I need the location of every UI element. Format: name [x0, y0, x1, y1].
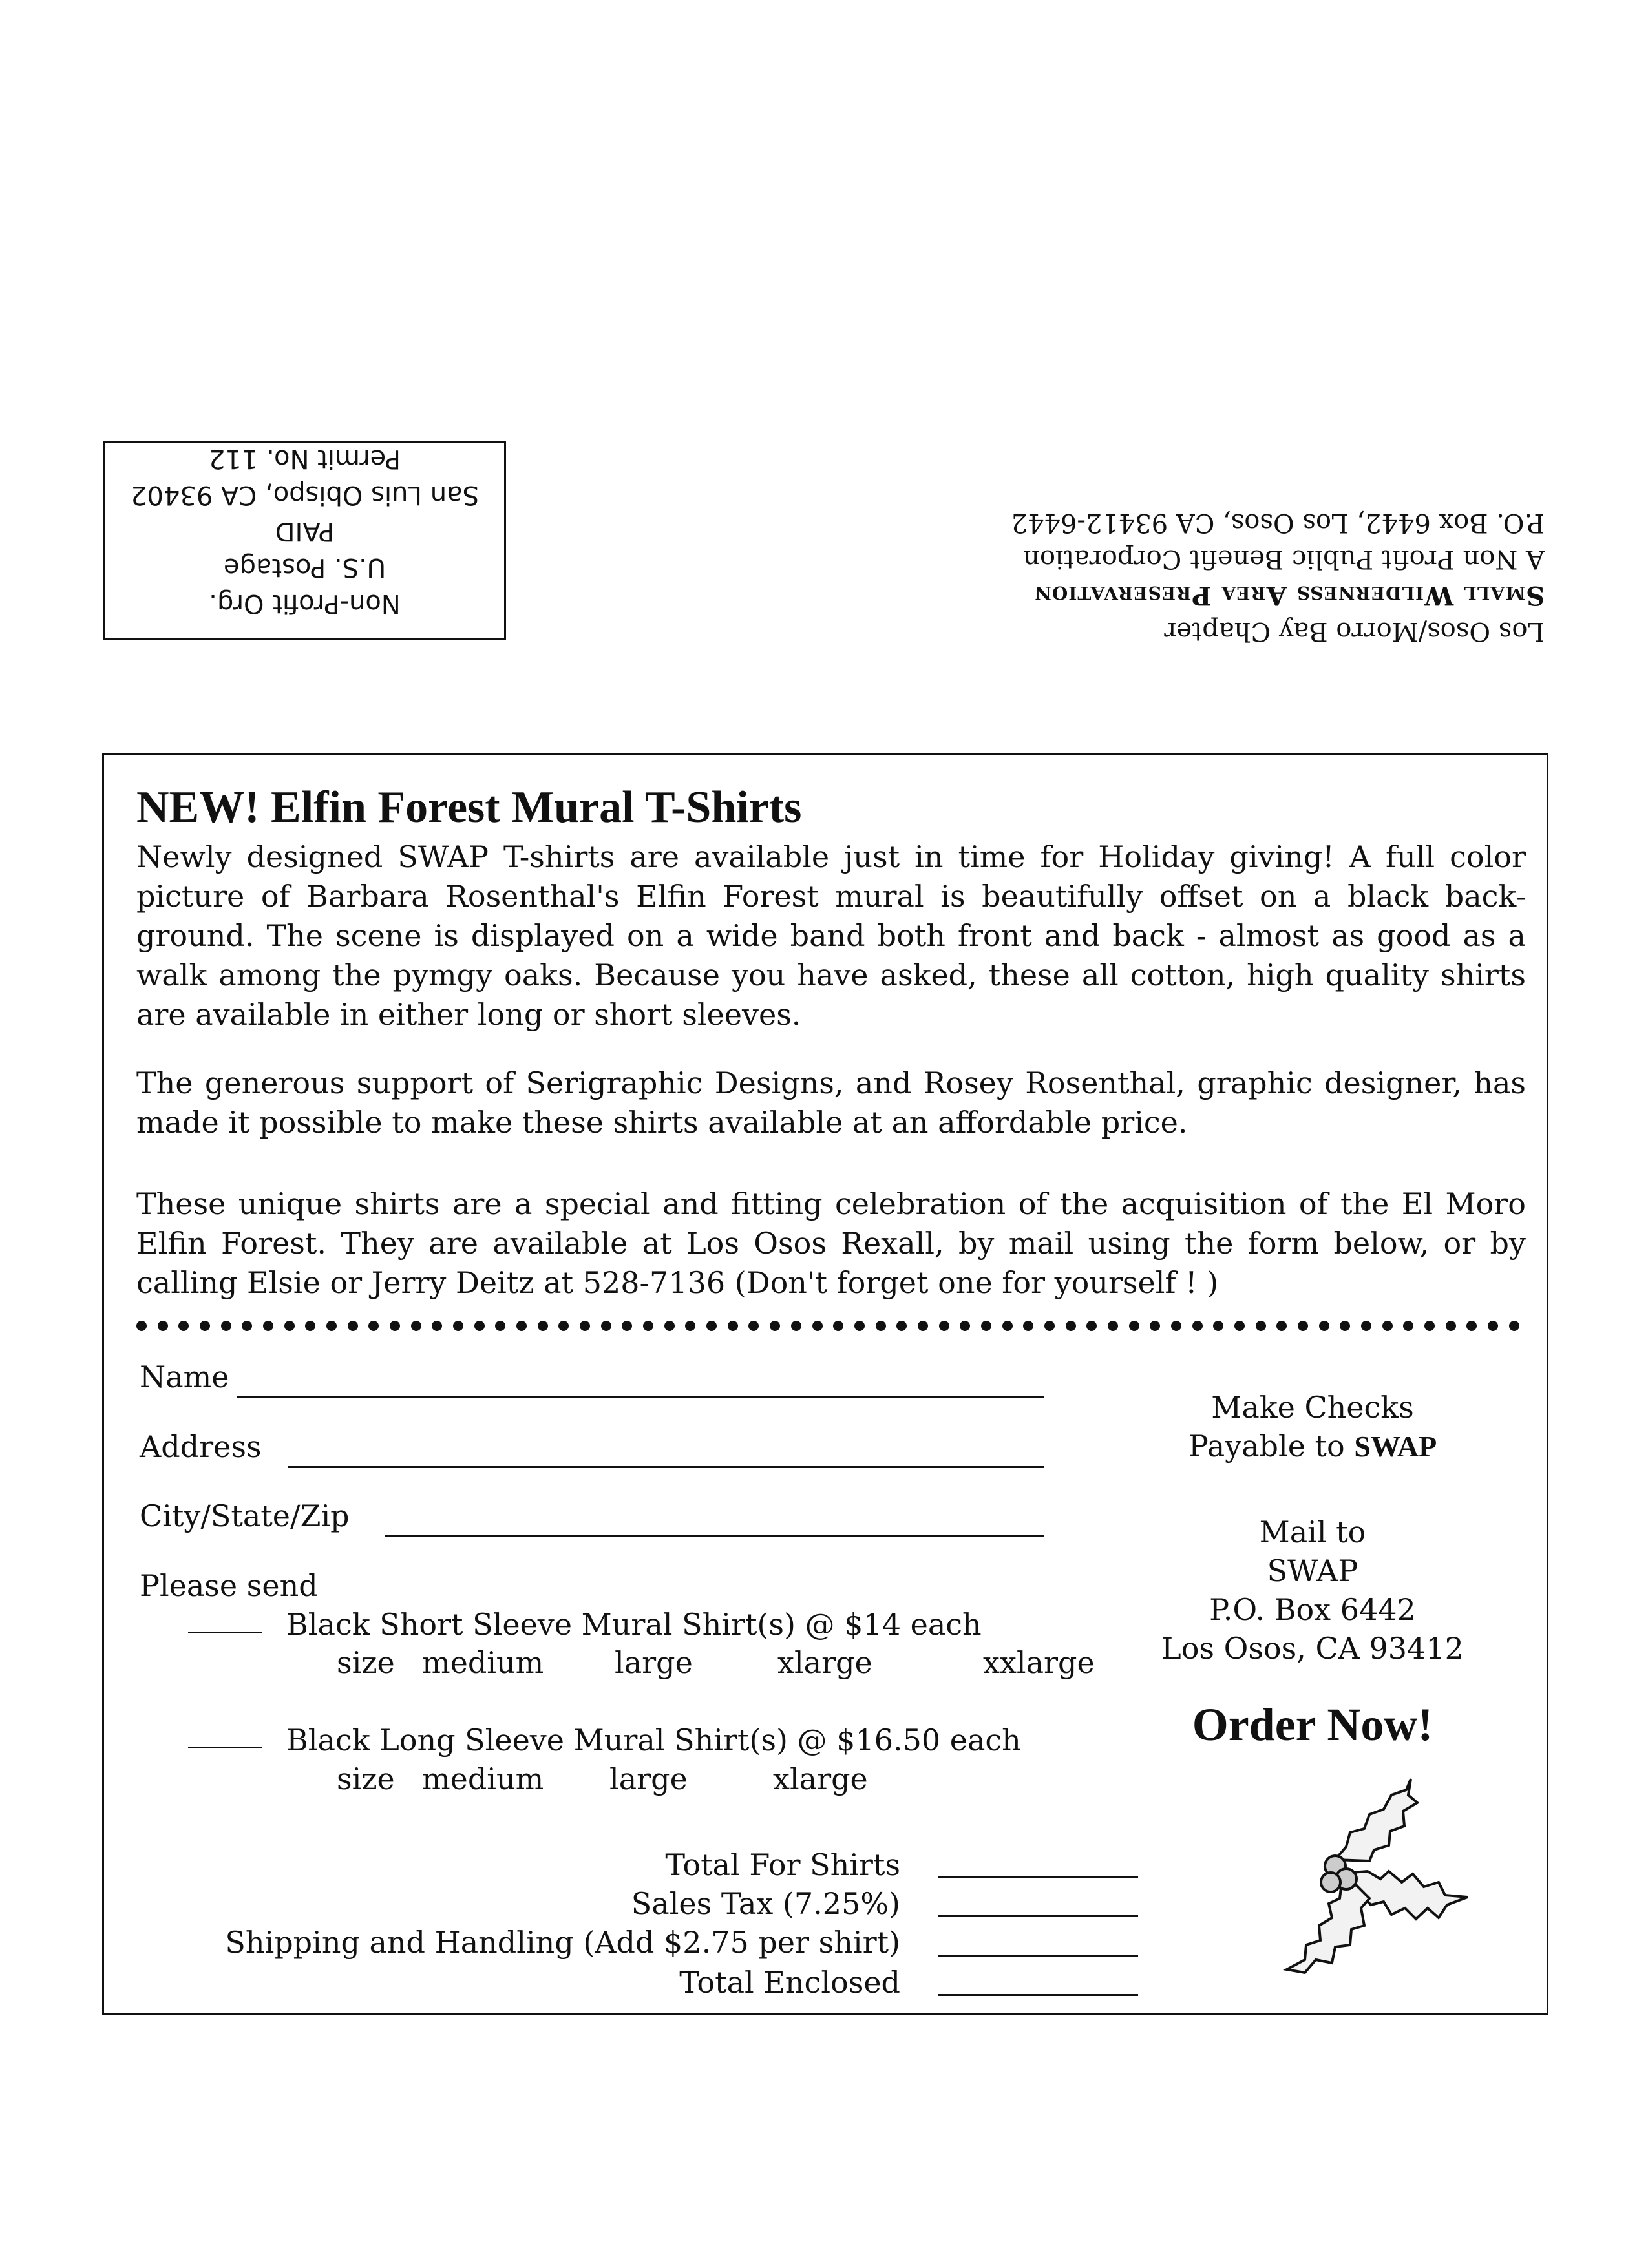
- divider-dot: [791, 1321, 801, 1331]
- long-sleeve-description: Black Long Sleeve Mural Shirt(s) @ $16.50 each: [286, 1723, 1021, 1758]
- divider-dot: [939, 1321, 949, 1331]
- article-paragraph-1: Newly designed SWAP T-shirts are available just in time for Holiday giving! A full color picture of Barbara Rosenthal's Elfin Forest mural is beautifully offset on a black back-ground. The scene is displayed on a wide band both front and back - almost as good as a walk among the pymgy oaks. Because you have asked, these all cotton, high quality shirts are available in either long or short sleeves.: [136, 839, 1526, 1032]
- size-option-large[interactable]: large: [615, 1645, 693, 1680]
- holly-sprig-icon: [1274, 1776, 1487, 1989]
- mail-line-3: P.O. Box 6442: [1209, 1592, 1416, 1627]
- divider-dot: [474, 1321, 485, 1331]
- please-send-label: Please send: [140, 1568, 318, 1603]
- checks-line-1: Make Checks: [1211, 1390, 1414, 1425]
- order-now-heading: Order Now!: [1192, 1699, 1433, 1750]
- size-option-xlarge[interactable]: xlarge: [773, 1761, 868, 1796]
- divider-dot: [770, 1321, 780, 1331]
- divider-dot: [221, 1321, 231, 1331]
- divider-dot: [643, 1321, 653, 1331]
- city-state-zip-label: City/State/Zip: [140, 1498, 350, 1533]
- divider-dot: [136, 1321, 147, 1331]
- sales-tax-field[interactable]: [938, 1915, 1138, 1917]
- divider-dot: [1276, 1321, 1287, 1331]
- divider-dot: [242, 1321, 252, 1331]
- checks-payee: SWAP: [1354, 1430, 1437, 1463]
- divider-dot: [1424, 1321, 1435, 1331]
- short-sleeve-quantity-field[interactable]: [188, 1632, 262, 1633]
- postage-line-2: U.S. Postage: [224, 552, 386, 582]
- divider-dot: [1108, 1321, 1118, 1331]
- divider-dot: [896, 1321, 907, 1331]
- total-for-shirts-field[interactable]: [938, 1876, 1138, 1878]
- divider-dot: [368, 1321, 379, 1331]
- chapter-name: Los Osos/Morro Bay Chapter: [1164, 616, 1545, 646]
- divider-dot: [1340, 1321, 1350, 1331]
- name-label: Name: [140, 1360, 229, 1394]
- checks-payable-prefix: Payable to: [1188, 1429, 1355, 1464]
- divider-dot: [960, 1321, 970, 1331]
- divider-dot: [1256, 1321, 1266, 1331]
- divider-dot: [284, 1321, 295, 1331]
- holly-berry: [1321, 1873, 1340, 1892]
- return-address: [834, 426, 1545, 649]
- divider-dot: [1129, 1321, 1139, 1331]
- divider-dot: [1002, 1321, 1013, 1331]
- postage-line-3: PAID: [275, 516, 335, 546]
- checks-line-2: [1125, 1427, 1500, 1466]
- divider-dot: [1086, 1321, 1097, 1331]
- divider-dot: [1023, 1321, 1033, 1331]
- divider-dot: [1509, 1321, 1519, 1331]
- divider-dot: [390, 1321, 400, 1331]
- divider-dot: [1192, 1321, 1203, 1331]
- article-headline: NEW! Elfin Forest Mural T-Shirts: [136, 782, 802, 832]
- postage-line-4: San Luis Obispo, CA 93402: [131, 480, 479, 510]
- mail-to-address: [1125, 1513, 1500, 1668]
- divider-dot: [1213, 1321, 1223, 1331]
- postage-line-5: Permit No. 112: [209, 444, 401, 474]
- divider-dot: [516, 1321, 527, 1331]
- long-sleeve-quantity-field[interactable]: [188, 1747, 262, 1748]
- article-paragraph-3: These unique shirts are a special and fitting celebration of the acquisition of the El Moro Elfin Forest. They are available at Los Osos Rexall, by mail using the form below, or by calling Elsie or Jerry Deitz at 528-7136 (Don't forget one for yourself ! ): [136, 1186, 1526, 1300]
- divider-dot: [305, 1321, 315, 1331]
- divider-dot: [200, 1321, 210, 1331]
- postage-indicia: [103, 441, 506, 640]
- divider-dot: [1403, 1321, 1413, 1331]
- divider-dot: [854, 1321, 865, 1331]
- divider-dot: [558, 1321, 569, 1331]
- divider-dot: [1298, 1321, 1308, 1331]
- divider-dot: [876, 1321, 886, 1331]
- size-option-medium[interactable]: medium: [422, 1761, 544, 1796]
- shipping-handling-label: Shipping and Handling (Add $2.75 per shirt): [225, 1925, 900, 1960]
- checks-payable-note: [1125, 1388, 1500, 1466]
- address-label: Address: [140, 1429, 262, 1464]
- size-option-xxlarge[interactable]: xxlarge: [983, 1645, 1095, 1680]
- size-label: size: [337, 1761, 395, 1796]
- order-form-box: [102, 753, 1548, 2015]
- po-box-line: P.O. Box 6442, Los Osos, CA 93412-6442: [1011, 508, 1545, 538]
- shipping-handling-field[interactable]: [938, 1955, 1138, 1957]
- divider-dot: [453, 1321, 463, 1331]
- divider-dot: [685, 1321, 695, 1331]
- divider-dot: [1234, 1321, 1245, 1331]
- divider-dot: [348, 1321, 358, 1331]
- divider-dot: [538, 1321, 548, 1331]
- divider-dot: [981, 1321, 991, 1331]
- organization-tagline: A Non Profit Public Benefit Corporation: [1023, 544, 1545, 574]
- holly-leaf-upper: [1335, 1779, 1417, 1861]
- divider-dot: [1382, 1321, 1393, 1331]
- size-option-large[interactable]: large: [609, 1761, 688, 1796]
- divider-dot: [601, 1321, 611, 1331]
- divider-dot: [326, 1321, 337, 1331]
- divider-dot: [1171, 1321, 1181, 1331]
- holly-leaf-lower: [1287, 1882, 1369, 1973]
- divider-dot: [1446, 1321, 1456, 1331]
- address-field[interactable]: [288, 1466, 1044, 1468]
- mail-line-2: SWAP: [1267, 1553, 1358, 1588]
- divider-dot: [1319, 1321, 1329, 1331]
- divider-dot: [918, 1321, 928, 1331]
- total-for-shirts-label: Total For Shirts: [665, 1847, 900, 1882]
- holly-leaf-right: [1351, 1871, 1468, 1919]
- article-paragraph-2: The generous support of Serigraphic Designs, and Rosey Rosenthal, graphic designer, has made it possible to make these shirts available at an affordable price.: [136, 1066, 1526, 1140]
- divider-dot: [580, 1321, 590, 1331]
- size-option-medium[interactable]: medium: [422, 1645, 544, 1680]
- divider-dot: [622, 1321, 632, 1331]
- divider-dot: [706, 1321, 717, 1331]
- divider-dot: [1466, 1321, 1477, 1331]
- total-enclosed-field[interactable]: [938, 1994, 1138, 1996]
- size-label: size: [337, 1645, 395, 1680]
- divider-dot: [1066, 1321, 1076, 1331]
- mail-line-1: Mail to: [1259, 1515, 1366, 1549]
- postage-line-1: Non-Profit Org.: [209, 589, 401, 618]
- size-option-xlarge[interactable]: xlarge: [777, 1645, 872, 1680]
- divider-dot: [158, 1321, 168, 1331]
- short-sleeve-description: Black Short Sleeve Mural Shirt(s) @ $14 each: [286, 1607, 982, 1642]
- dotted-divider: [136, 1318, 1519, 1334]
- name-field[interactable]: [237, 1396, 1044, 1398]
- divider-dot: [432, 1321, 442, 1331]
- organization-name: Small Wilderness Area Preservation: [1034, 580, 1545, 611]
- divider-dot: [748, 1321, 759, 1331]
- divider-dot: [263, 1321, 273, 1331]
- divider-dot: [1150, 1321, 1160, 1331]
- divider-dot: [495, 1321, 505, 1331]
- total-enclosed-label: Total Enclosed: [679, 1965, 900, 2000]
- divider-dot: [1361, 1321, 1371, 1331]
- divider-dot: [728, 1321, 738, 1331]
- sales-tax-label: Sales Tax (7.25%): [631, 1886, 900, 1921]
- divider-dot: [411, 1321, 421, 1331]
- divider-dot: [664, 1321, 675, 1331]
- mail-line-4: Los Osos, CA 93412: [1161, 1631, 1464, 1666]
- city-state-zip-field[interactable]: [385, 1535, 1044, 1537]
- divider-dot: [1044, 1321, 1055, 1331]
- divider-dot: [178, 1321, 189, 1331]
- divider-dot: [1488, 1321, 1498, 1331]
- divider-dot: [833, 1321, 843, 1331]
- divider-dot: [812, 1321, 823, 1331]
